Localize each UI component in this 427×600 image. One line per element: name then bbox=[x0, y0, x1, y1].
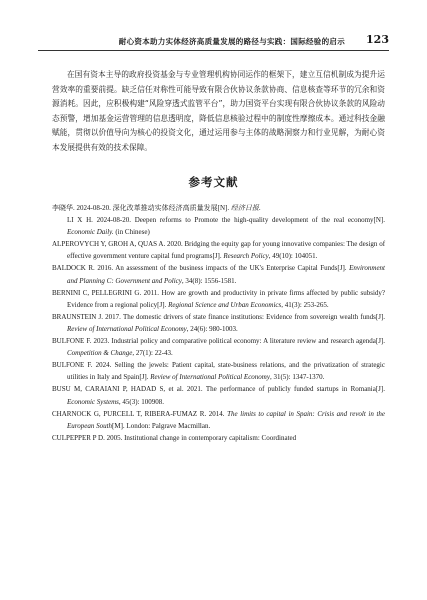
reference-details: , 34(8): 1556-1581. bbox=[181, 276, 237, 285]
reference-source: Competition & Change bbox=[67, 349, 133, 358]
reference-entry bbox=[52, 238, 385, 262]
reference-source: Economic Systems bbox=[67, 397, 119, 406]
reference-details: [M]. London: Palgrave Macmillan. bbox=[112, 421, 211, 430]
reference-author: BULFONE F. 2023. bbox=[52, 337, 110, 346]
reference-title: How are growth and productivity in private firms affected by public subsidy? Evidence from a regional policy[J]. bbox=[67, 288, 386, 309]
body-paragraph: 在国有资本主导的政府投资基金与专业管理机构协同运作的框架下，建立互信机制成为提升运营效率的重要前提。缺乏信任对称性可能导致有限合伙协议条款协商、信息核查等环节的冗余和资源消耗。因此，应积极构建“风险穿透式监管平台”，助力国资平台实现有限合伙协议条款的风险动态预警，增加基金运营管理的信息透明度，降低信息核验过程中的制度性摩擦成本。通过科技金融赋能，贯彻以价值导向为核心的投资文化，通过运用参与主体的战略洞察力和行业见解，为耐心资本发展提供有效的技术保障。 bbox=[52, 70, 385, 152]
reference-title: Bridging the equity gap for young innovative companies: The design of effective government venture capital fund programs[J]. bbox=[67, 240, 386, 261]
reference-details: , 49(10): 104051. bbox=[268, 252, 318, 261]
reference-source: 经济日报 bbox=[230, 204, 259, 212]
running-header bbox=[38, 34, 389, 51]
running-title: 耐心资本助力实体经济高质量发展的路径与实践：国际经验的启示 bbox=[118, 37, 345, 46]
reference-author: BULFONE F. 2024. bbox=[52, 361, 112, 370]
reference-author: BUSU M, CARAIANI P, HADAD S, et al. 2021. bbox=[52, 385, 203, 394]
reference-entry bbox=[52, 432, 385, 444]
reference-title: Institutional change in contemporary capitalism: Coordinated bbox=[124, 433, 297, 442]
reference-details: . bbox=[258, 204, 261, 212]
reference-details: , 41(3): 253-265. bbox=[281, 300, 329, 309]
reference-entry bbox=[52, 214, 385, 238]
reference-details: , 45(3): 100908. bbox=[118, 397, 165, 406]
reference-title: Deepen reforms to Promote the high-quality development of the real economy[N]. bbox=[134, 216, 386, 225]
reference-entry bbox=[52, 359, 385, 383]
reference-details: , 24(6): 980-1003. bbox=[186, 324, 238, 333]
reference-list bbox=[52, 202, 385, 444]
reference-source: Environment and Planning C: Government and Policy bbox=[67, 264, 385, 285]
reference-entry bbox=[52, 262, 385, 286]
reference-entry bbox=[52, 408, 385, 432]
reference-title: 深化改革推动实体经济高质量发展[N]. bbox=[112, 204, 230, 212]
reference-entry bbox=[52, 311, 385, 335]
reference-entry bbox=[52, 202, 385, 214]
reference-entry bbox=[52, 383, 385, 407]
reference-source: Regional Science and Urban Economics bbox=[168, 300, 282, 309]
reference-source: Economic Daily. bbox=[67, 228, 114, 237]
reference-title: The performance of publicly funded startups in Romania[J]. bbox=[205, 385, 385, 394]
reference-author: CHARNOCK G, PURCELL T, RIBERA-FUMAZ R. 2014. bbox=[52, 409, 225, 418]
reference-source: Research Policy bbox=[223, 252, 269, 261]
reference-entry bbox=[52, 335, 385, 359]
reference-title: Industrial policy and comparative political economy: A literature review and research agenda[J]. bbox=[111, 337, 385, 346]
reference-details: , 31(5): 1347-1370. bbox=[269, 373, 325, 382]
page-number: 123 bbox=[366, 33, 389, 46]
reference-author: CULPEPPER P D. 2005. bbox=[52, 433, 123, 442]
reference-author: 李晓华. 2024-08-20. bbox=[52, 204, 111, 212]
reference-title: An assessment of the business impacts of the UK's Enterprise Capital Funds[J]. bbox=[115, 264, 347, 273]
reference-author: BALDOCK R. 2016. bbox=[52, 264, 114, 273]
reference-source: Review of International Political Economy bbox=[150, 373, 270, 382]
references-heading: 参考文献 bbox=[188, 175, 239, 189]
reference-title: Selling the jewels: Patient capital, state-business relations, and the privatization of strategic utilities in Italy and Spain[J]. bbox=[67, 361, 385, 382]
reference-author: BRAUNSTEIN J. 2017. bbox=[52, 312, 121, 321]
reference-author: LI X H. 2024-08-20. bbox=[67, 216, 131, 225]
reference-title: The domestic drivers of state finance institutions: Evidence from sovereign wealth funds[J]. bbox=[122, 312, 386, 321]
reference-source: The limits to capital in Spain: Crisis and revolt in the European South bbox=[67, 409, 386, 430]
reference-author: BERNINI C, PELLEGRINI G. 2011. bbox=[52, 288, 160, 297]
reference-entry bbox=[52, 287, 385, 311]
reference-details: , 27(1): 22-43. bbox=[132, 349, 173, 358]
reference-author: ALPEROVYCH Y, GROH A, QUAS A. 2020. bbox=[52, 240, 183, 249]
reference-details: (in Chinese) bbox=[115, 228, 150, 237]
reference-source: Review of International Political Economy bbox=[67, 324, 187, 333]
